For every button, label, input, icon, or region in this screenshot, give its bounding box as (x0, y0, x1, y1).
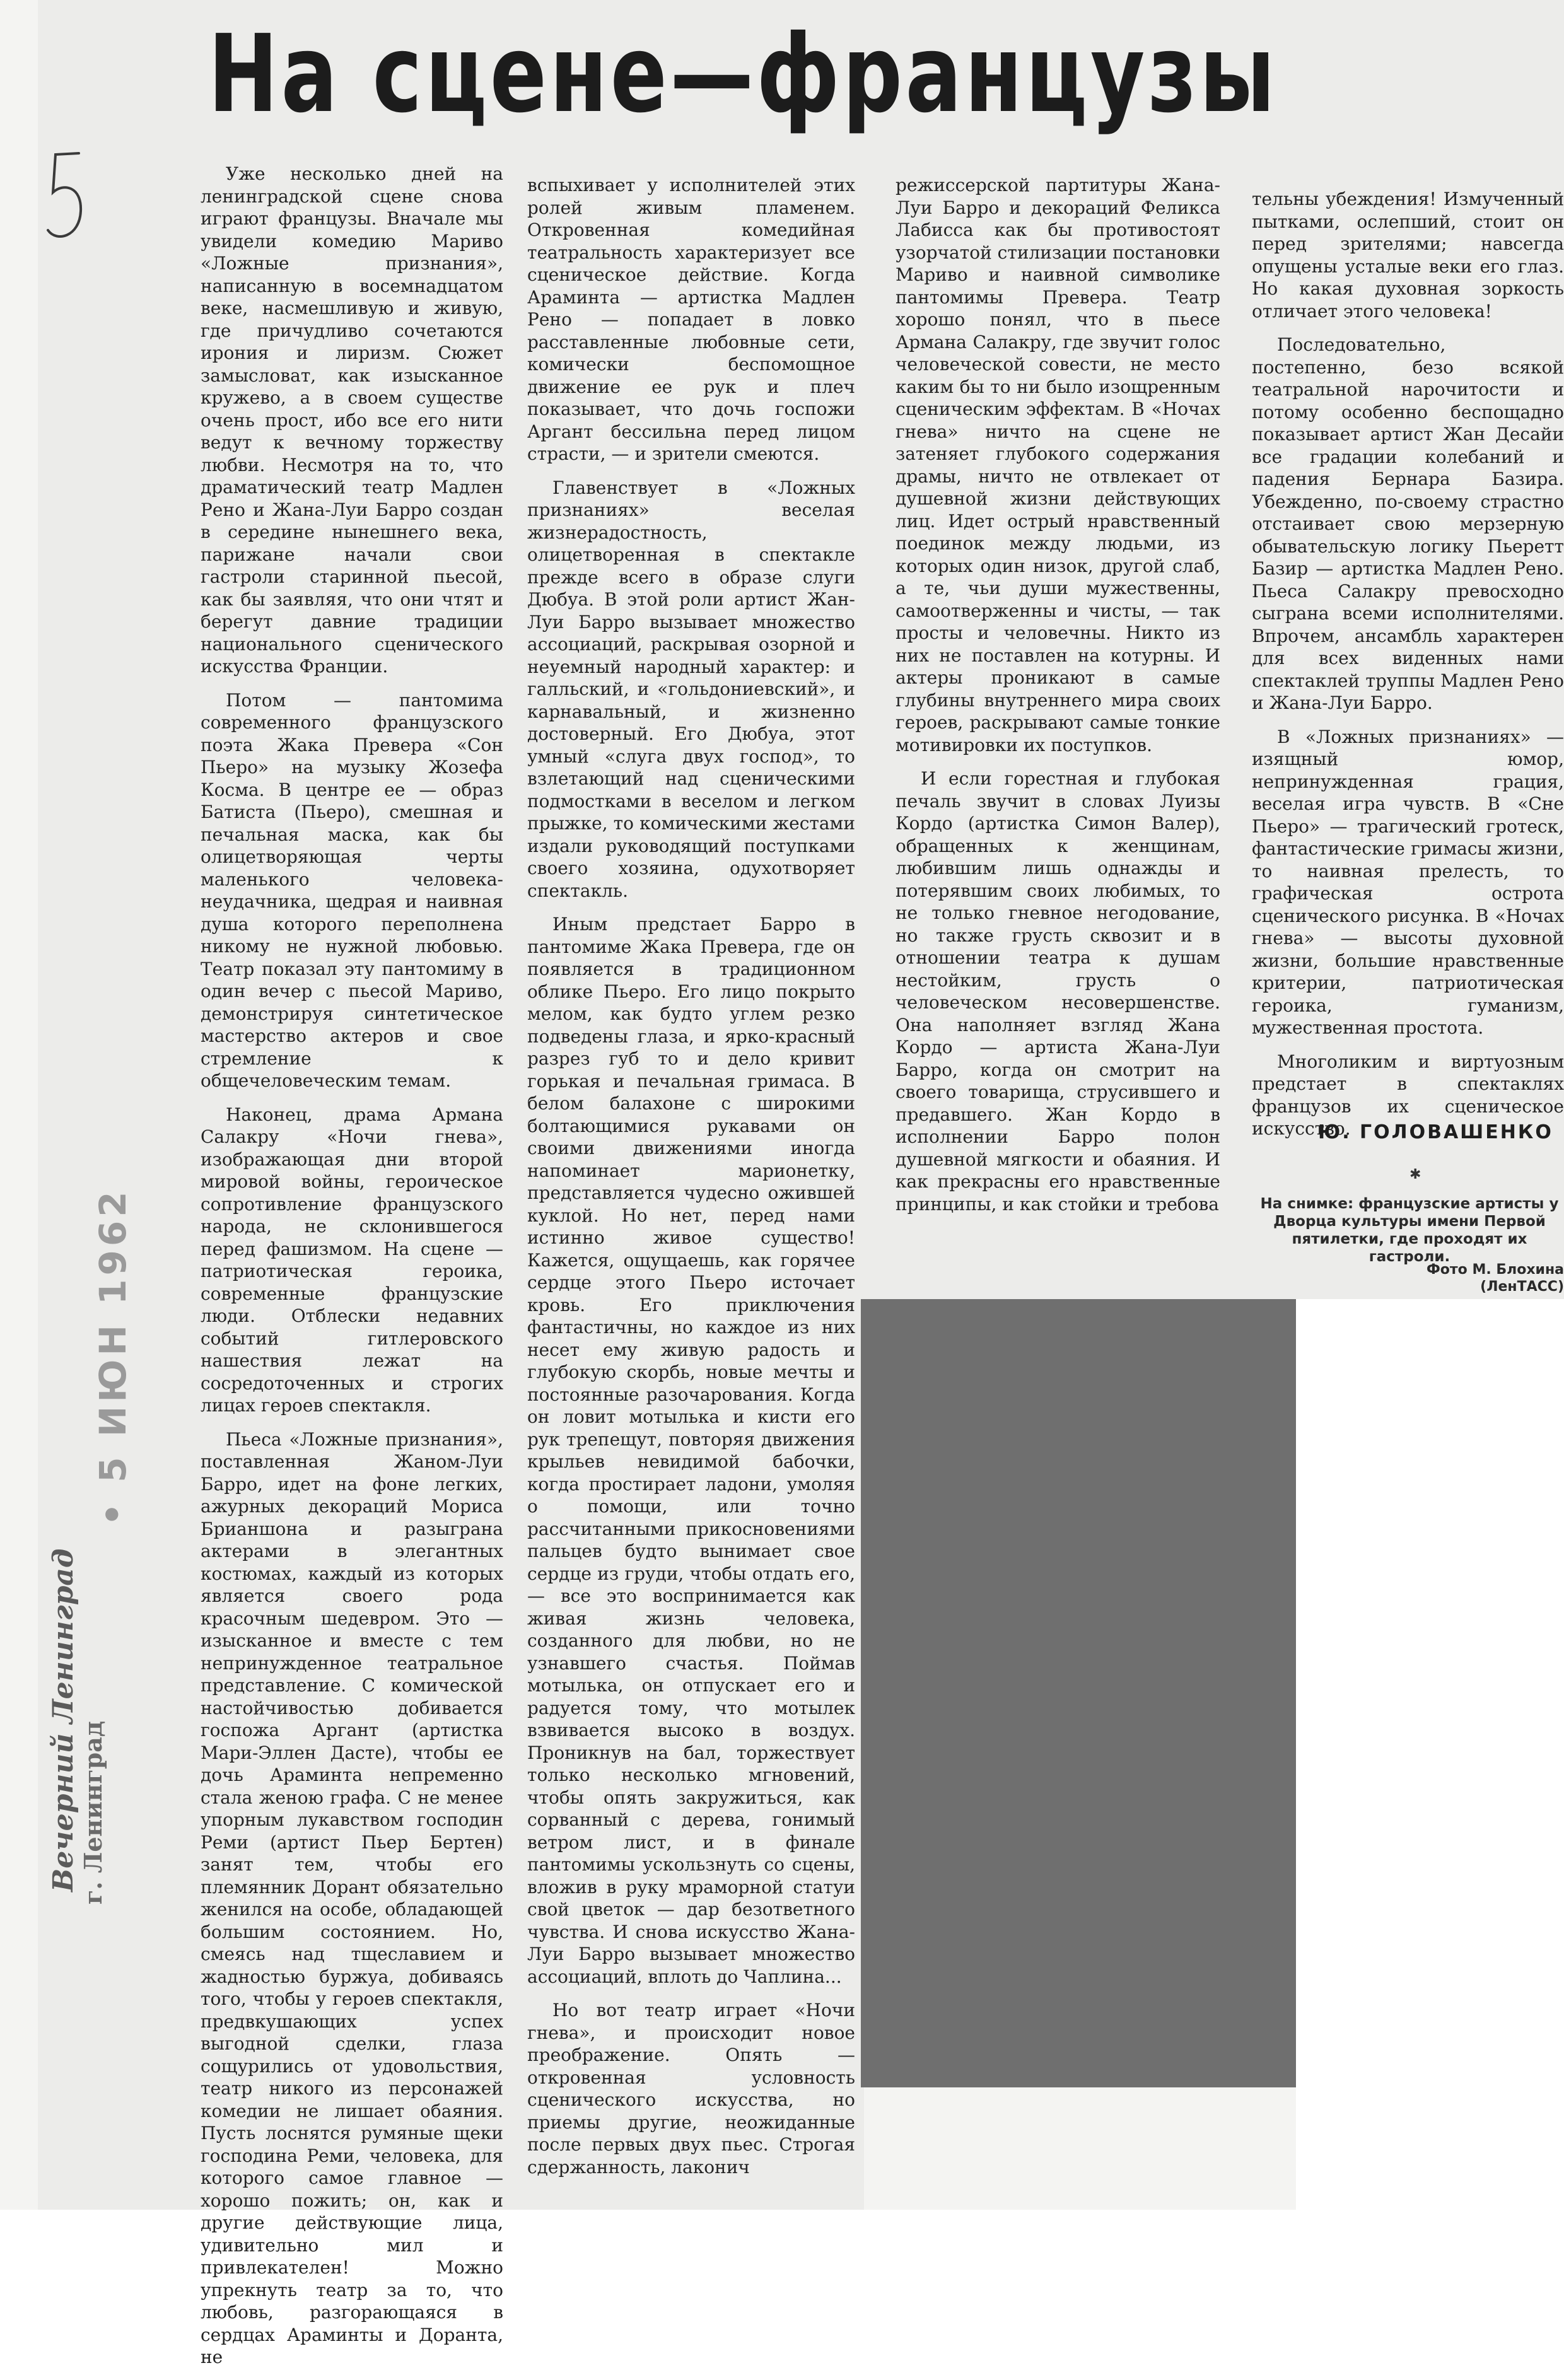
paragraph: Уже несколько дней на ленинградской сцене снова играют французы. Вначале мы увидели комедию Мариво «Ложные признания», написанную в восемнадцатом веке, насмешливую и живую, где причудливо сочетаются ирония и лиризм. Сюжет замысловат, как изысканное кружево, а в своем существе очень прост, ибо все его нити ведут к вечному торжеству любви. Несмотря на то, что драматический театр Мадлен Рено и Жана-Луи Барро создан в середине нынешнего века, парижане начали свои гастроли старинной пьесой, как бы заявляя, что они чтят и берегут давние традиции национального сценического искусства Франции. (201, 163, 503, 677)
paragraph: режиссерской партитуры Жана-Луи Барро и декораций Феликса Лабисса как бы противостоят узорчатой стилизации постановки Мариво и наивной символике пантомимы Превера. Театр хорошо понял, что в пьесе Армана Салакру, где звучит голос человеческой совести, не место каким бы то ни было изощренным сценическим эффектам. В «Ночах гнева» ничто на сцене не затеняет глубокого содержания драмы, ничто не отвлекает от душевной жизни действующих лиц. Идет острый нравственный поединок между людьми, из которых один низок, другой слаб, а те, чьи души мужественны, самоотверженны и чисты, — так просты и человечны. Никто из них не поставлен на котурны. И актеры проникают в самые глубины внутреннего мира своих героев, раскрывают самые тонкие мотивировки их поступков. (896, 175, 1220, 755)
paragraph: И если горестная и глубокая печаль звучит в словах Луизы Кордо (артистка Симон Валер), обращенных к женщинам, любившим лишь однажды и потерявшим своих любимых, то не только гневное негодование, но также грусть сквозит и в отношении театра к душам нестойким, грусть о человеческом несовершенстве. Она наполняет взгляд Жана Кордо — артиста Жана-Луи Барро, когда он смотрит на своего товарища, струсившего и предавшего. Жан Кордо в исполнении Барро полон душевной мягкости и обаяния. И как прекрасны его нравственные принципы, и как стойки и требова (896, 768, 1220, 1215)
paragraph: тельны убеждения! Измученный пытками, ослепший, стоит он перед зрителями; навсегда опущены усталые веки его глаз. Но какая духовная зоркость отличает этого человека! (1252, 189, 1564, 322)
city-stamp: г. Ленинград (79, 1720, 107, 1905)
paragraph: вспыхивает у исполнителей этих ролей живым пламенем. Откровенная комедийная театральность характеризует все сценическое действие. Когда Араминта — артистка Мадлен Рено — попадает в ловко расставленные любовные сети, комически беспомощное движение ее рук и плеч показывает, что дочь госпожи Аргант бессильна перед лицом страсти, — и зрители смеются. (527, 175, 855, 464)
article-column-2 (527, 174, 855, 2190)
paragraph: Но вот театр играет «Ночи гнева», и происходит новое преображение. Опять — откровенная условность сценического искусства, но приемы другие, неожиданные после первых двух пьес. Строгая сдержанность, лаконич (527, 2000, 855, 2178)
paragraph: В «Ложных признаниях» — изящный юмор, непринужденная грация, веселая игра чувств. В «Сне Пьеро» — трагический гротеск, фантастические гримасы жизни, то наивная прелесть, то графическая острота сценического рисунка. В «Ночах гнева» — высоты духовной жизни, большие нравственные критерии, патриотическая героика, гуманизм, мужественная простота. (1252, 726, 1564, 1038)
paragraph: Главенствует в «Ложных признаниях» веселая жизнерадостность, олицетворенная в спектакле прежде всего в образе слуги Дюбуа. В этой роли артист Жан-Луи Барро вызывает множество ассоциаций, раскрывая озорной и неуемный народный характер: и галльский, и «гольдониевский», и карнавальный, и жизненно достоверный. Его Дюбуа, этот умный «слуга двух господ», то взлетающий над сценическими подмостками в веселом и легком прыжке, то комическими жестами издали руководящий поступками своего хозяина, одухотворяет спектакль. (527, 477, 855, 901)
article-column-3 (896, 174, 1220, 1227)
paragraph: Последовательно, постепенно, безо всякой театральной нарочитости и потому особенно беспощадно показывает артист Жан Десайи все градации колебаний и падения Бернара Базира. Убежденно, по-своему страстно отстаивает свою мерзерную обывательскую логику Пьеретт Базир — артистка Мадлен Рено. Пьеса Салакру превосходно сыграна всеми исполнителями. Впрочем, ансамбль характерен для всех виденных нами спектаклей труппы Мадлен Рено и Жана-Луи Барро. (1252, 334, 1564, 713)
scanner-bed-white (1296, 1299, 1564, 2210)
newspaper-name-stamp: Вечерний Ленинград (47, 1548, 79, 1892)
paragraph: Многоликим и виртуозным предстает в спектаклях французов их сценическое искусство. (1252, 1051, 1564, 1139)
photo-credit (1331, 1261, 1564, 1295)
paragraph: Иным предстает Барро в пантомиме Жака Превера, где он появляется в традиционном облике Пьеро. Его лицо покрыто мелом, как будто углем резко подведены глаза, и ярко-красный разрез губ то и дело кривит горькая и печальная гримаса. В белом балахоне с широкими болтающимися рукавами он своими движениями иногда напоминает марионетку, представляется чудесно ожившей куклой. Но нет, перед нами истинно живое существо! Кажется, ощущаешь, как горячее сердце этого Пьеро источает кровь. Его приключения фантастичны, но каждое из них несет ему живую радость и глубокую скорбь, новые мечты и постоянные разочарования. Когда он ловит мотылька и кисти его рук трепещут, повторяя движения крыльев невидимой бабочки, когда простирает ладони, умоляя о помощи, или точно рассчитанными прикосновениями пальцев будто вынимает свое сердце из груди, чтобы отдать его, — все это воспринимается как живая жизнь человека, созданного для любви, но не узнавшего счастья. Поймав мотылька, он отпускает его и радуется тому, что мотылек взвивается высоко в воздух. Проникнув на бал, торжествует только несколько мгновений, чтобы опять закружиться, как сорванный с дерева, гонимый ветром лист, и в финале пантомимы ускользнуть со сцены, вложив в руку мраморной статуи свой цветок — дар безответного чувства. И снова искусство Жана-Луи Барро вызывает множество ассоциаций, вплоть до Чаплина... (527, 914, 855, 1987)
separator-star-icon: ✱ (1409, 1167, 1421, 1182)
photo-credit-author: Фото М. Блохина (1426, 1262, 1564, 1278)
paragraph: Потом — пантомима современного французского поэта Жака Превера «Сон Пьеро» на музыку Жозефа Косма. В центре ее — образ Батиста (Пьеро), смешная и печальная маска, как бы олицетворяющая черты маленького человека-неудачника, щедрая и наивная душа которого переполнена никому не нужной любовью. Театр показал эту пантомиму в один вечер с пьесой Мариво, демонстрируя синтетическое мастерство актеров и свое стремление к общечеловеческим темам. (201, 689, 503, 1091)
photo-caption: На снимке: французские артисты у Дворца культуры имени Первой пятилетки, где проходят их гастроли. (1260, 1196, 1559, 1265)
headline: На сцене—французы (208, 12, 1278, 137)
article-column-1 (201, 163, 503, 2380)
paragraph: Наконец, драма Армана Салакру «Ночи гнева», изображающая дни второй мировой войны, героическое сопротивление французского народа, не склонившегося перед фашизмом. На сцене — патриотическая героика, современные французские люди. Отблески недавних событий гитлеровского нашествия лежат на сосредоточенных и строгих лицах героев спектакля. (201, 1104, 503, 1416)
handwritten-number-mark (44, 148, 88, 249)
author-signature: Ю. ГОЛОВАШЕНКО (1318, 1121, 1553, 1143)
photo-credit-agency: (ЛенТАСС) (1480, 1279, 1564, 1295)
date-stamp: • 5 ИЮН 1962 (91, 1187, 134, 1526)
paragraph: Пьеса «Ложные признания», поставленная Жаном-Луи Барро, идет на фоне легких, ажурных декораций Мориса Брианшона и разыграна актерами в элегантных костюмах, каждый из которых является своего рода красочным шедевром. Это — изысканное и вместе с тем непринужденное театральное представление. С комической настойчивостью добивается госпожа Аргант (артистка Мари-Эллен Дасте), чтобы ее дочь Араминта непременно стала женою графа. С не менее упорным лукавством господин Реми (артист Пьер Бертен) занят тем, чтобы его племянник Дорант обязательно женился на особе, обладающей большим состоянием. Но, смеясь над тщеславием и жадностью буржуа, добиваясь того, чтобы у героев спектакля, предвкушающих успех выгодной сделки, глаза сощурились от удовольствия, театр никого из персонажей комедии не лишает обаяния. Пусть лоснятся румяные щеки господина Реми, человека, для которого самое главное — хорошо пожить; он, как и другие действующие лица, удивительно мил и привлекателен! Можно упрекнуть театр за то, что любовь, разгорающаяся в сердцах Араминты и Доранта, не (201, 1428, 503, 2367)
scanner-bed-shadow (861, 1299, 1296, 2087)
